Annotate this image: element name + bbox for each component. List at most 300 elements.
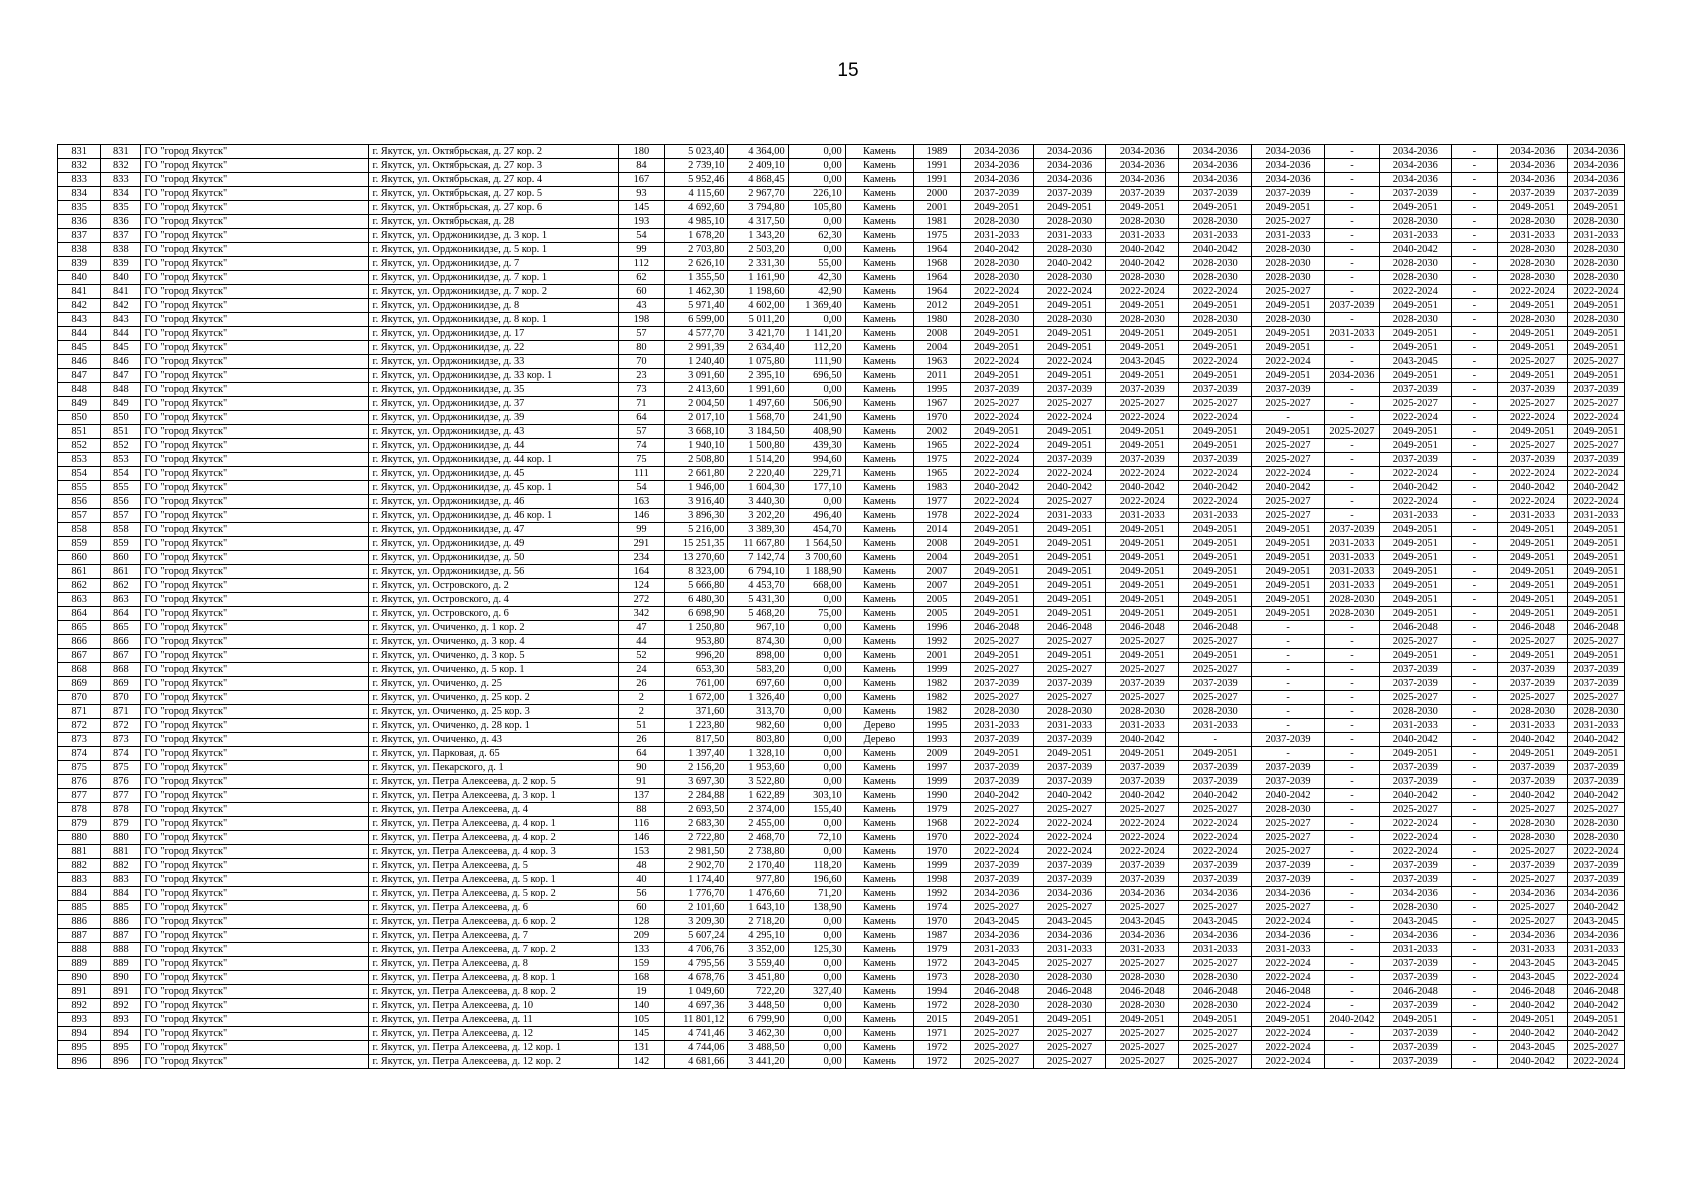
table-cell: 2049-2051 [960, 649, 1033, 663]
table-cell: 835 [58, 201, 101, 215]
table-cell: 2043-2045 [1498, 957, 1568, 971]
table-row [58, 677, 1625, 691]
table-cell: 868 [58, 663, 101, 677]
table-cell: ГО "город Якутск" [141, 1055, 369, 1069]
table-cell: 2037-2039 [1252, 383, 1325, 397]
table-cell: г. Якутск, ул. Орджоникидзе, д. 44 кор. 1 [369, 453, 618, 467]
table-cell: 2037-2039 [1252, 187, 1325, 201]
table-cell: г. Якутск, ул. Петра Алексеева, д. 8 кор. 2 [369, 985, 618, 999]
table-cell: Камень [845, 243, 914, 257]
table-cell: 112 [618, 257, 664, 271]
table-cell: 2031-2033 [1567, 943, 1624, 957]
table-cell: 653,30 [665, 663, 728, 677]
table-cell: - [1451, 845, 1497, 859]
table-row [58, 593, 1625, 607]
table-cell: - [1324, 1027, 1379, 1041]
table-cell: 866 [58, 635, 101, 649]
table-cell: 2 220,40 [728, 467, 788, 481]
table-cell: 863 [101, 593, 141, 607]
table-cell: Камень [845, 453, 914, 467]
table-cell: 2 661,80 [665, 467, 728, 481]
table-cell: 977,80 [728, 873, 788, 887]
table-cell: - [1324, 663, 1379, 677]
table-cell: 850 [58, 411, 101, 425]
table-cell: 163 [618, 495, 664, 509]
table-cell: 1 355,50 [665, 271, 728, 285]
table-cell: Камень [845, 397, 914, 411]
table-cell: - [1451, 747, 1497, 761]
table-cell: 111,90 [788, 355, 845, 369]
table-cell: 2025-2027 [1498, 901, 1568, 915]
table-cell: - [1451, 775, 1497, 789]
table-cell: 226,10 [788, 187, 845, 201]
table-cell: 2025-2027 [1567, 691, 1624, 705]
table-row [58, 243, 1625, 257]
table-cell: 2043-2045 [1567, 957, 1624, 971]
table-cell: 2031-2033 [1179, 509, 1252, 523]
table-cell: 2022-2024 [1106, 285, 1179, 299]
table-cell: 1 476,60 [728, 887, 788, 901]
table-cell: 832 [58, 159, 101, 173]
table-cell: 2022-2024 [1567, 845, 1624, 859]
table-cell: - [1451, 957, 1497, 971]
table-cell: 2049-2051 [1498, 607, 1568, 621]
table-cell: 834 [58, 187, 101, 201]
table-row [58, 397, 1625, 411]
table-cell: 4 115,60 [665, 187, 728, 201]
table-cell: ГО "город Якутск" [141, 705, 369, 719]
table-cell: 167 [618, 173, 664, 187]
table-cell: г. Якутск, ул. Петра Алексеева, д. 6 [369, 901, 618, 915]
table-cell: 2025-2027 [1252, 831, 1325, 845]
table-cell: 2025-2027 [1498, 397, 1568, 411]
table-cell: 2022-2024 [1033, 355, 1106, 369]
table-cell: 2022-2024 [1379, 411, 1451, 425]
table-cell: - [1451, 397, 1497, 411]
table-cell: 886 [101, 915, 141, 929]
table-cell: 831 [101, 145, 141, 159]
table-cell: 845 [58, 341, 101, 355]
table-cell: 2025-2027 [1033, 901, 1106, 915]
table-cell: 2049-2051 [1379, 649, 1451, 663]
table-cell: 3 896,30 [665, 509, 728, 523]
table-cell: 118,20 [788, 859, 845, 873]
table-cell: 2040-2042 [1567, 733, 1624, 747]
table-cell: ГО "город Якутск" [141, 845, 369, 859]
table-cell: 2028-2030 [1106, 271, 1179, 285]
table-cell: - [1451, 565, 1497, 579]
table-cell: 2028-2030 [1379, 257, 1451, 271]
table-cell: г. Якутск, ул. Петра Алексеева, д. 2 кор. 5 [369, 775, 618, 789]
table-cell: 3 352,00 [728, 943, 788, 957]
table-cell: 2031-2033 [1379, 229, 1451, 243]
table-cell: г. Якутск, ул. Орджоникидзе, д. 7 кор. 2 [369, 285, 618, 299]
table-cell: 112,20 [788, 341, 845, 355]
table-cell: г. Якутск, ул. Островского, д. 2 [369, 579, 618, 593]
table-cell: 5 023,40 [665, 145, 728, 159]
table-cell: 2040-2042 [1106, 789, 1179, 803]
table-cell: 291 [618, 537, 664, 551]
table-cell: 2028-2030 [1252, 243, 1325, 257]
table-cell: Камень [845, 229, 914, 243]
table-cell: - [1451, 971, 1497, 985]
table-cell: Камень [845, 663, 914, 677]
table-cell: 2043-2045 [960, 957, 1033, 971]
table-cell: 209 [618, 929, 664, 943]
table-cell: 3 091,60 [665, 369, 728, 383]
table-row [58, 845, 1625, 859]
table-cell: 847 [101, 369, 141, 383]
table-cell: 2049-2051 [1106, 1013, 1179, 1027]
table-cell: 884 [58, 887, 101, 901]
table-cell: 2025-2027 [1106, 1027, 1179, 1041]
table-cell: - [1451, 285, 1497, 299]
table-cell: 839 [58, 257, 101, 271]
table-cell: 1996 [914, 621, 960, 635]
table-row [58, 145, 1625, 159]
table-cell: ГО "город Якутск" [141, 761, 369, 775]
table-cell: 2022-2024 [1379, 285, 1451, 299]
table-cell: - [1324, 789, 1379, 803]
table-cell: ГО "город Якутск" [141, 229, 369, 243]
table-cell: Камень [845, 327, 914, 341]
table-cell: 2005 [914, 607, 960, 621]
table-cell: 2037-2039 [1379, 383, 1451, 397]
table-cell: 2031-2033 [1379, 943, 1451, 957]
table-cell: 2037-2039 [1033, 453, 1106, 467]
table-cell: 80 [618, 341, 664, 355]
table-cell: 2037-2039 [1106, 187, 1179, 201]
table-cell: 2014 [914, 523, 960, 537]
table-cell: 2049-2051 [1379, 327, 1451, 341]
table-cell: 873 [101, 733, 141, 747]
table-cell: 2049-2051 [1179, 1013, 1252, 1027]
table-cell: 2049-2051 [1033, 327, 1106, 341]
table-cell: 2022-2024 [960, 439, 1033, 453]
table-cell: 2028-2030 [1379, 271, 1451, 285]
table-cell: Камень [845, 173, 914, 187]
table-cell: 72,10 [788, 831, 845, 845]
table-cell: 62 [618, 271, 664, 285]
table-cell: 894 [101, 1027, 141, 1041]
table-cell: 1972 [914, 1041, 960, 1055]
table-cell: 851 [58, 425, 101, 439]
table-row [58, 803, 1625, 817]
table-cell: 2049-2051 [1567, 369, 1624, 383]
table-cell: Камень [845, 1041, 914, 1055]
table-cell: 2037-2039 [1106, 859, 1179, 873]
table-cell: 1999 [914, 859, 960, 873]
table-cell: 2028-2030 [960, 971, 1033, 985]
table-row [58, 761, 1625, 775]
table-row [58, 635, 1625, 649]
table-cell: 15 251,35 [665, 537, 728, 551]
table-cell: г. Якутск, ул. Октябрьская, д. 27 кор. 2 [369, 145, 618, 159]
table-cell: г. Якутск, ул. Очиченко, д. 1 кор. 2 [369, 621, 618, 635]
table-cell: 2037-2039 [1179, 775, 1252, 789]
table-cell: - [1451, 943, 1497, 957]
table-cell: 2040-2042 [1033, 257, 1106, 271]
table-cell: г. Якутск, ул. Петра Алексеева, д. 6 кор. 2 [369, 915, 618, 929]
table-cell: 2025-2027 [1106, 635, 1179, 649]
table-cell: 697,60 [728, 677, 788, 691]
table-cell: 2049-2051 [1498, 649, 1568, 663]
table-cell: Камень [845, 859, 914, 873]
table-cell: 2025-2027 [1567, 1041, 1624, 1055]
table-cell: - [1451, 495, 1497, 509]
table-cell: 2049-2051 [1252, 425, 1325, 439]
table-cell: 2022-2024 [960, 845, 1033, 859]
table-cell: 193 [618, 215, 664, 229]
table-cell: - [1451, 439, 1497, 453]
table-cell: 2031-2033 [1106, 719, 1179, 733]
table-cell: 2028-2030 [1567, 243, 1624, 257]
table-cell: 2040-2042 [1379, 481, 1451, 495]
table-cell: 2028-2030 [960, 215, 1033, 229]
table-cell: - [1252, 649, 1325, 663]
table-cell: 2025-2027 [1498, 873, 1568, 887]
table-cell: 2040-2042 [1498, 999, 1568, 1013]
table-cell: 2034-2036 [1033, 173, 1106, 187]
table-cell: 2049-2051 [1252, 551, 1325, 565]
table-row [58, 607, 1625, 621]
table-cell: 2049-2051 [1106, 747, 1179, 761]
table-cell: 1 568,70 [728, 411, 788, 425]
table-cell: 3 522,80 [728, 775, 788, 789]
table-cell: г. Якутск, ул. Очиченко, д. 5 кор. 1 [369, 663, 618, 677]
table-cell: 2049-2051 [1033, 551, 1106, 565]
table-cell: 2022-2024 [1252, 1041, 1325, 1055]
table-cell: 896 [101, 1055, 141, 1069]
table-cell: 1991 [914, 159, 960, 173]
table-cell: г. Якутск, ул. Петра Алексеева, д. 3 кор. 1 [369, 789, 618, 803]
table-cell: 105 [618, 1013, 664, 1027]
table-cell: ГО "город Якутск" [141, 369, 369, 383]
table-cell: 2049-2051 [1379, 369, 1451, 383]
table-cell: 2049-2051 [1498, 579, 1568, 593]
table-cell: 2025-2027 [1033, 957, 1106, 971]
table-cell: 2046-2048 [1106, 985, 1179, 999]
table-cell: - [1252, 663, 1325, 677]
table-cell: 1 174,40 [665, 873, 728, 887]
table-cell: ГО "город Якутск" [141, 747, 369, 761]
table-cell: 0,00 [788, 649, 845, 663]
table-cell: Камень [845, 467, 914, 481]
table-cell: 2022-2024 [1106, 495, 1179, 509]
table-cell: 2049-2051 [1179, 607, 1252, 621]
table-cell: 2049-2051 [1379, 747, 1451, 761]
table-cell: 2022-2024 [1379, 817, 1451, 831]
table-cell: 1964 [914, 243, 960, 257]
table-cell: - [1324, 775, 1379, 789]
table-cell: 890 [101, 971, 141, 985]
table-cell: 2037-2039 [1379, 971, 1451, 985]
table-cell: 64 [618, 411, 664, 425]
table-cell: 2022-2024 [1567, 411, 1624, 425]
table-cell: 1970 [914, 845, 960, 859]
table-cell: 2025-2027 [1033, 635, 1106, 649]
table-cell: ГО "город Якутск" [141, 145, 369, 159]
table-cell: Камень [845, 565, 914, 579]
table-cell: 2031-2033 [1498, 509, 1568, 523]
table-cell: 2040-2042 [960, 481, 1033, 495]
table-cell: Камень [845, 593, 914, 607]
table-cell: - [1451, 1027, 1497, 1041]
table-cell: 2037-2039 [1033, 761, 1106, 775]
table-cell: - [1451, 789, 1497, 803]
table-cell: Камень [845, 481, 914, 495]
table-cell: 1 369,40 [788, 299, 845, 313]
table-cell: 6 799,90 [728, 1013, 788, 1027]
table-cell: 2 739,10 [665, 159, 728, 173]
table-cell: 1990 [914, 789, 960, 803]
table-cell: 2037-2039 [1379, 957, 1451, 971]
table-cell: 874 [101, 747, 141, 761]
table-cell: 2028-2030 [1033, 313, 1106, 327]
table-cell: 2049-2051 [1033, 201, 1106, 215]
table-cell: 1982 [914, 691, 960, 705]
table-cell: 2028-2030 [1252, 271, 1325, 285]
table-cell: 2037-2039 [960, 775, 1033, 789]
table-cell: 2031-2033 [1498, 229, 1568, 243]
table-cell: 2037-2039 [1106, 873, 1179, 887]
table-cell: 1972 [914, 999, 960, 1013]
table-cell: 2028-2030 [1106, 971, 1179, 985]
table-cell: 893 [58, 1013, 101, 1027]
table-cell: 71,20 [788, 887, 845, 901]
table-cell: 56 [618, 887, 664, 901]
table-cell: 272 [618, 593, 664, 607]
table-cell: 2004 [914, 341, 960, 355]
table-cell: Камень [845, 1013, 914, 1027]
table-cell: 327,40 [788, 985, 845, 999]
table-cell: 4 868,45 [728, 173, 788, 187]
table-cell: 1964 [914, 271, 960, 285]
table-cell: 2034-2036 [960, 887, 1033, 901]
table-cell: 2040-2042 [1179, 481, 1252, 495]
table-cell: 2034-2036 [1567, 159, 1624, 173]
table-cell: 2034-2036 [1179, 929, 1252, 943]
table-cell: 874,30 [728, 635, 788, 649]
table-cell: - [1451, 677, 1497, 691]
table-cell: 2031-2033 [1324, 537, 1379, 551]
table-cell: г. Якутск, ул. Орджоникидзе, д. 7 [369, 257, 618, 271]
table-cell: Камень [845, 929, 914, 943]
table-cell: 2008 [914, 327, 960, 341]
table-cell: 241,90 [788, 411, 845, 425]
table-cell: 19 [618, 985, 664, 999]
table-cell: 2028-2030 [1498, 243, 1568, 257]
table-cell: 2005 [914, 593, 960, 607]
table-cell: 2049-2051 [1567, 565, 1624, 579]
table-cell: 2 503,20 [728, 243, 788, 257]
table-cell: 1977 [914, 495, 960, 509]
table-cell: 2028-2030 [1498, 831, 1568, 845]
table-cell: 0,00 [788, 677, 845, 691]
table-cell: 2049-2051 [1179, 537, 1252, 551]
table-cell: 159 [618, 957, 664, 971]
table-cell: 2025-2027 [1567, 803, 1624, 817]
table-cell: ГО "город Якутск" [141, 481, 369, 495]
table-cell: г. Якутск, ул. Орджоникидзе, д. 3 кор. 1 [369, 229, 618, 243]
table-cell: г. Якутск, ул. Очиченко, д. 3 кор. 5 [369, 649, 618, 663]
table-cell: 2037-2039 [960, 733, 1033, 747]
table-cell: 2049-2051 [1179, 439, 1252, 453]
table-cell: - [1252, 719, 1325, 733]
table-cell: ГО "город Якутск" [141, 1041, 369, 1055]
table-cell: ГО "город Якутск" [141, 985, 369, 999]
table-cell: 2025-2027 [1106, 803, 1179, 817]
table-cell: 0,00 [788, 593, 845, 607]
table-cell: 2037-2039 [1379, 187, 1451, 201]
table-cell: 2049-2051 [1106, 537, 1179, 551]
table-cell: 2037-2039 [1379, 873, 1451, 887]
table-cell: Камень [845, 495, 914, 509]
table-cell: 1999 [914, 663, 960, 677]
table-cell: 2037-2039 [1567, 873, 1624, 887]
table-cell: 1995 [914, 719, 960, 733]
table-cell: - [1451, 313, 1497, 327]
table-cell: 2028-2030 [1106, 313, 1179, 327]
table-cell: 887 [58, 929, 101, 943]
table-cell: 996,20 [665, 649, 728, 663]
table-cell: г. Якутск, ул. Октябрьская, д. 27 кор. 5 [369, 187, 618, 201]
table-cell: 2031-2033 [1379, 719, 1451, 733]
table-cell: 842 [101, 299, 141, 313]
table-cell: 303,10 [788, 789, 845, 803]
table-cell: 2022-2024 [1033, 285, 1106, 299]
table-cell: 3 389,30 [728, 523, 788, 537]
table-cell: - [1451, 873, 1497, 887]
table-row [58, 775, 1625, 789]
table-cell: 2040-2042 [1106, 257, 1179, 271]
table-cell: 2034-2036 [1567, 173, 1624, 187]
table-cell: 3 441,20 [728, 1055, 788, 1069]
table-cell: - [1451, 215, 1497, 229]
table-cell: 2025-2027 [1106, 663, 1179, 677]
table-cell: 867 [58, 649, 101, 663]
table-cell: - [1324, 439, 1379, 453]
table-cell: 1997 [914, 761, 960, 775]
table-cell: 2040-2042 [1106, 481, 1179, 495]
table-cell: г. Якутск, ул. Петра Алексеева, д. 7 [369, 929, 618, 943]
table-cell: 2022-2024 [1379, 831, 1451, 845]
table-cell: 3 202,20 [728, 509, 788, 523]
table-cell: Камень [845, 705, 914, 719]
table-cell: Камень [845, 1027, 914, 1041]
table-cell: 54 [618, 481, 664, 495]
table-cell: ГО "город Якутск" [141, 887, 369, 901]
table-cell: - [1324, 705, 1379, 719]
table-cell: 2040-2042 [1379, 789, 1451, 803]
table-cell: 2022-2024 [1106, 845, 1179, 859]
table-cell: 2 [618, 691, 664, 705]
table-cell: 2049-2051 [1179, 565, 1252, 579]
table-cell: 2 626,10 [665, 257, 728, 271]
table-cell: 2037-2039 [1567, 187, 1624, 201]
table-cell: 803,80 [728, 733, 788, 747]
table-cell: - [1324, 803, 1379, 817]
table-cell: 2025-2027 [1498, 845, 1568, 859]
table-cell: 840 [101, 271, 141, 285]
table-cell: 0,00 [788, 691, 845, 705]
table-cell: 1970 [914, 915, 960, 929]
table-cell: 2022-2024 [1379, 845, 1451, 859]
table-cell: Камень [845, 817, 914, 831]
table-cell: 870 [101, 691, 141, 705]
table-cell: 882 [58, 859, 101, 873]
table-cell: 870 [58, 691, 101, 705]
